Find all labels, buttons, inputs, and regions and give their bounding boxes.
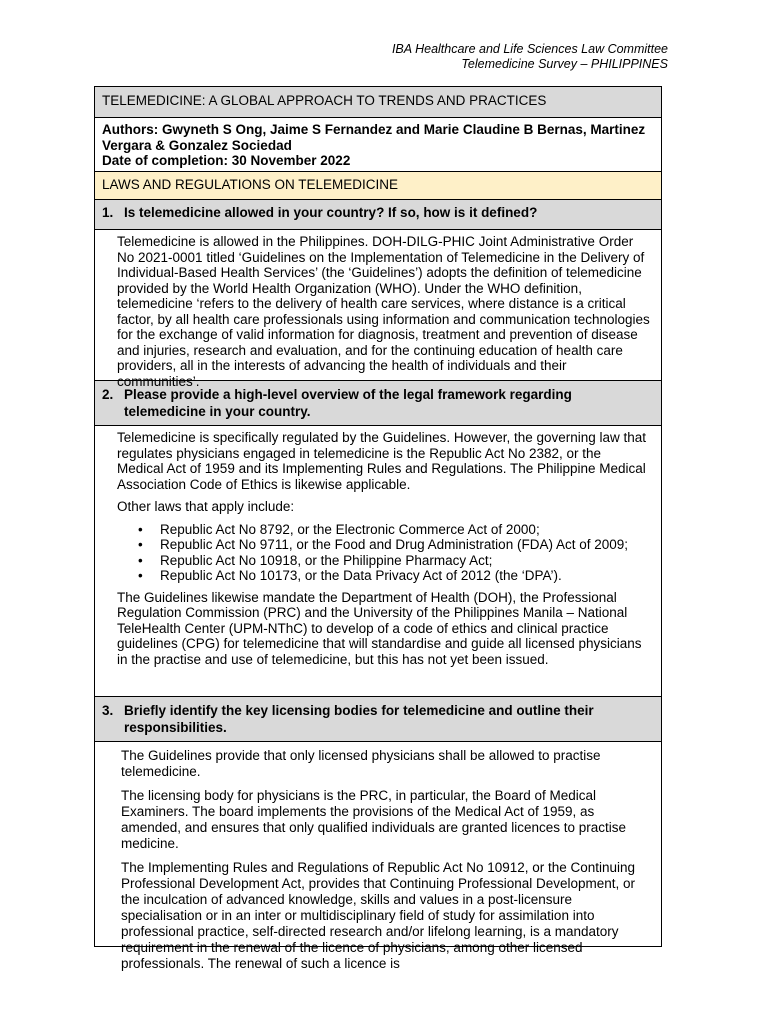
authors-line-1: Authors: Gwyneth S Ong, Jaime S Fernandez and Marie Claudine B Bernas, Martinez [102, 122, 646, 137]
answer-paragraph: The Implementing Rules and Regulations of Republic Act No 10912, or the Continuing Professional Development Act, provides that Continuing Professional Development, or the inculcation of advanced knowledge, skills and values in a post-licensure specialisation or in an inter or multidisciplinary field of study for assimilation into professional practice, self-directed research and/or lifelong learning, is a mandatory requirement in the renewal of the licence of physicians, among other licensed professionals. The renewal of such a licence is [121, 860, 636, 971]
list-item: • Republic Act No 9711, or the Food and Drug Administration (FDA) Act of 2009; [160, 537, 651, 553]
question-text: Please provide a high-level overview of the legal framework regarding telemedicine in your country. [124, 387, 572, 419]
page-header [392, 42, 668, 72]
answer-row-1 [95, 230, 661, 389]
survey-table [94, 86, 662, 971]
answer-paragraph: The Guidelines provide that only licensed physicians shall be allowed to practise telemedicine. [121, 748, 601, 779]
list-item: • Republic Act No 10918, or the Philippine Pharmacy Act; [160, 553, 651, 569]
laws-list [117, 522, 651, 584]
completion-date: Date of completion: 30 November 2022 [102, 153, 351, 168]
answer-paragraph: The Guidelines likewise mandate the Department of Health (DOH), the Professional Regulation Commission (PRC) and the University of the Philippines Manila – National TeleHealth Center (UPM-NThC) to develop of a code of ethics and clinical practice guidelines (CPG) for telemedicine that will standardise and guide all licensed physicians in the practise and use of telemedicine, but this has not yet been issued. [117, 589, 642, 667]
question-row-3 [95, 697, 661, 742]
answer-paragraph: Other laws that apply include: [117, 499, 295, 514]
answer-paragraph: The licensing body for physicians is the PRC, in particular, the Board of Medical Examiners. The board implements the provisions of the Medical Act of 1959, as amended, and ensures that only qualified individuals are granted licences to practise medicine. [121, 788, 627, 851]
question-number: 2. [102, 387, 114, 402]
question-text: Briefly identify the key licensing bodies for telemedicine and outline their responsibilities. [124, 703, 594, 735]
question-row-2 [95, 381, 661, 426]
list-item: • Republic Act No 8792, or the Electronic Commerce Act of 2000; [160, 522, 651, 538]
document-title-row [95, 87, 661, 118]
header-survey: Telemedicine Survey – PHILIPPINES [461, 57, 668, 71]
question-row-1 [95, 200, 661, 230]
question-number: 3. [102, 703, 114, 718]
question-text: Is telemedicine allowed in your country? If so, how is it defined? [124, 205, 538, 220]
section-heading-row [95, 172, 661, 200]
list-item: • Republic Act No 10173, or the Data Privacy Act of 2012 (the ‘DPA’). [160, 568, 651, 584]
section-heading: LAWS AND REGULATIONS ON TELEMEDICINE [102, 177, 399, 192]
answer-row-3 [95, 742, 661, 971]
answer-paragraph: Telemedicine is specifically regulated by the Guidelines. However, the governing law that regulates physicians engaged in telemedicine is the Republic Act No 2382, or the Medical Act of 1959 and its Implementing Rules and Regulations. The Philippine Medical Association Code of Ethics is likewise applicable. [117, 430, 647, 492]
answer-row-2 [95, 426, 661, 697]
answer-paragraph: Telemedicine is allowed in the Philippines. DOH-DILG-PHIC Joint Administrative Order No 2021-0001 titled ‘Guidelines on the Implementation of Telemedicine in the Delivery of Individual-Based Health Services’ (the ‘Guidelines’) adopts the definition of telemedicine provided by the World Health Organization (WHO). Under the WHO definition, telemedicine ‘refers to the delivery of health care services, where distance is a critical factor, by all health care professionals using information and communication technologies for the exchange of valid information for diagnosis, treatment and prevention of disease and injuries, research and evaluation, and for the continuing education of health care providers, all in the interests of advancing the health of individuals and their communities’. [117, 234, 650, 389]
document-title: TELEMEDICINE: A GLOBAL APPROACH TO TRENDS AND PRACTICES [102, 93, 547, 108]
question-number: 1. [102, 205, 114, 220]
authors-line-2: Vergara & Gonzalez Sociedad [102, 137, 292, 153]
authors-row [95, 118, 661, 172]
header-committee: IBA Healthcare and Life Sciences Law Committee [391, 42, 668, 56]
